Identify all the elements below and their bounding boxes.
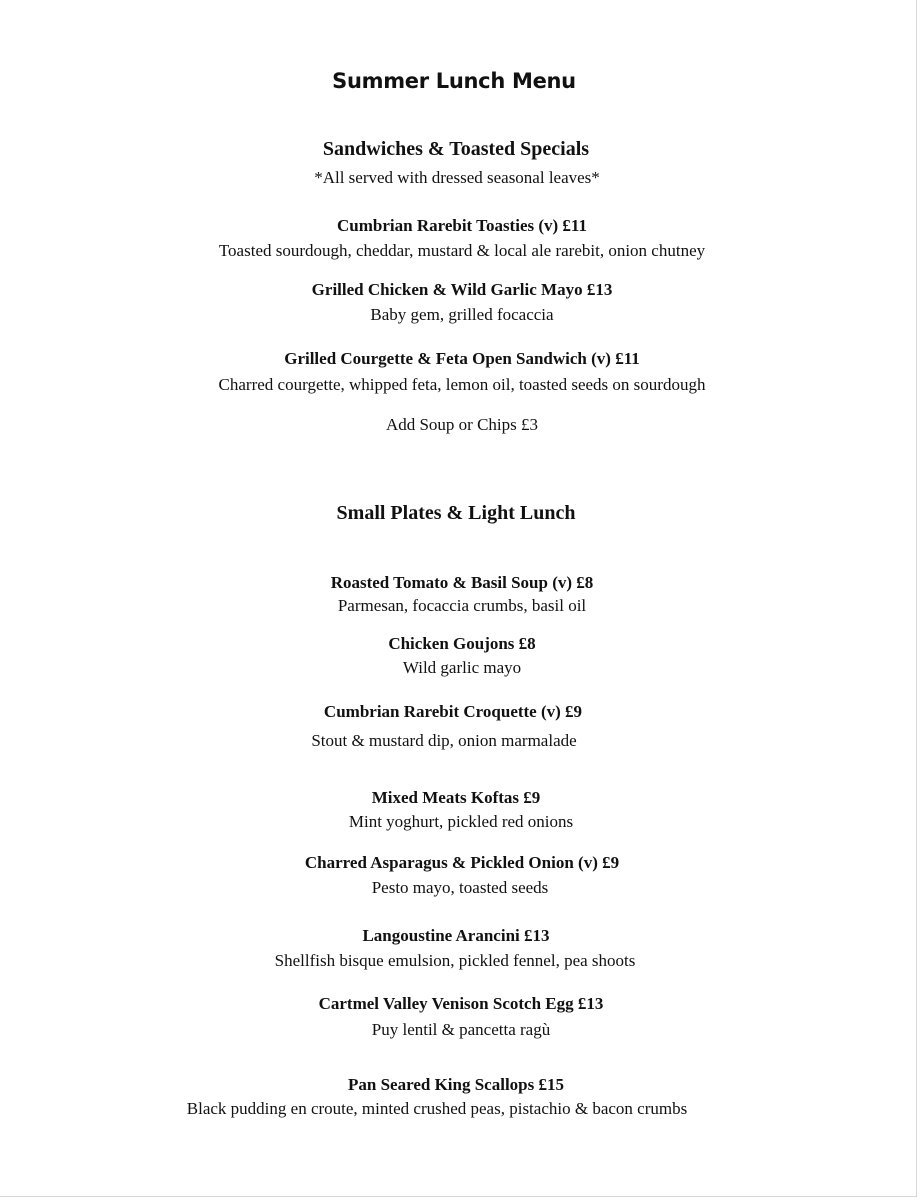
menu-item-name: Roasted Tomato & Basil Soup (v) £8: [330, 573, 594, 592]
menu-item-description: Pesto mayo, toasted seeds: [371, 878, 549, 897]
menu-title: Summer Lunch Menu: [332, 69, 576, 93]
section-note-sandwiches: *All served with dressed seasonal leaves*: [314, 168, 600, 187]
menu-item-name: Grilled Chicken & Wild Garlic Mayo £13: [311, 280, 613, 299]
menu-item-name: Cartmel Valley Venison Scotch Egg £13: [318, 994, 604, 1013]
menu-item-description: Wild garlic mayo: [402, 658, 522, 677]
section-heading-small-plates: Small Plates & Light Lunch: [336, 502, 576, 524]
menu-item-name: Mixed Meats Koftas £9: [371, 788, 541, 807]
menu-item-name: Grilled Courgette & Feta Open Sandwich (v) £11: [284, 349, 640, 368]
section-heading-sandwiches: Sandwiches & Toasted Specials: [322, 138, 590, 160]
menu-item-description: Black pudding en croute, minted crushed peas, pistachio & bacon crumbs: [186, 1099, 688, 1118]
menu-item-name: Cumbrian Rarebit Toasties (v) £11: [337, 216, 587, 235]
menu-item-description: Mint yoghurt, pickled red onions: [348, 812, 574, 831]
menu-item-name: Pan Seared King Scallops £15: [348, 1075, 564, 1094]
menu-item-name: Chicken Goujons £8: [388, 634, 536, 653]
menu-item-description: Shellfish bisque emulsion, pickled fennel, pea shoots: [274, 951, 636, 970]
menu-item-name: Cumbrian Rarebit Croquette (v) £9: [323, 702, 583, 721]
menu-item-description: Puy lentil & pancetta ragù: [371, 1020, 551, 1039]
menu-item-description: Charred courgette, whipped feta, lemon oil, toasted seeds on sourdough: [218, 375, 706, 394]
menu-item-description: Stout & mustard dip, onion marmalade: [311, 731, 577, 750]
menu-item-name: Charred Asparagus & Pickled Onion (v) £9: [304, 853, 620, 872]
menu-item-name: Langoustine Arancini £13: [362, 926, 550, 945]
menu-item-description: Toasted sourdough, cheddar, mustard & local ale rarebit, onion chutney: [218, 241, 706, 260]
menu-item-description: Baby gem, grilled focaccia: [370, 305, 554, 324]
menu-item-description: Parmesan, focaccia crumbs, basil oil: [337, 596, 587, 615]
addon-note: Add Soup or Chips £3: [385, 415, 539, 434]
